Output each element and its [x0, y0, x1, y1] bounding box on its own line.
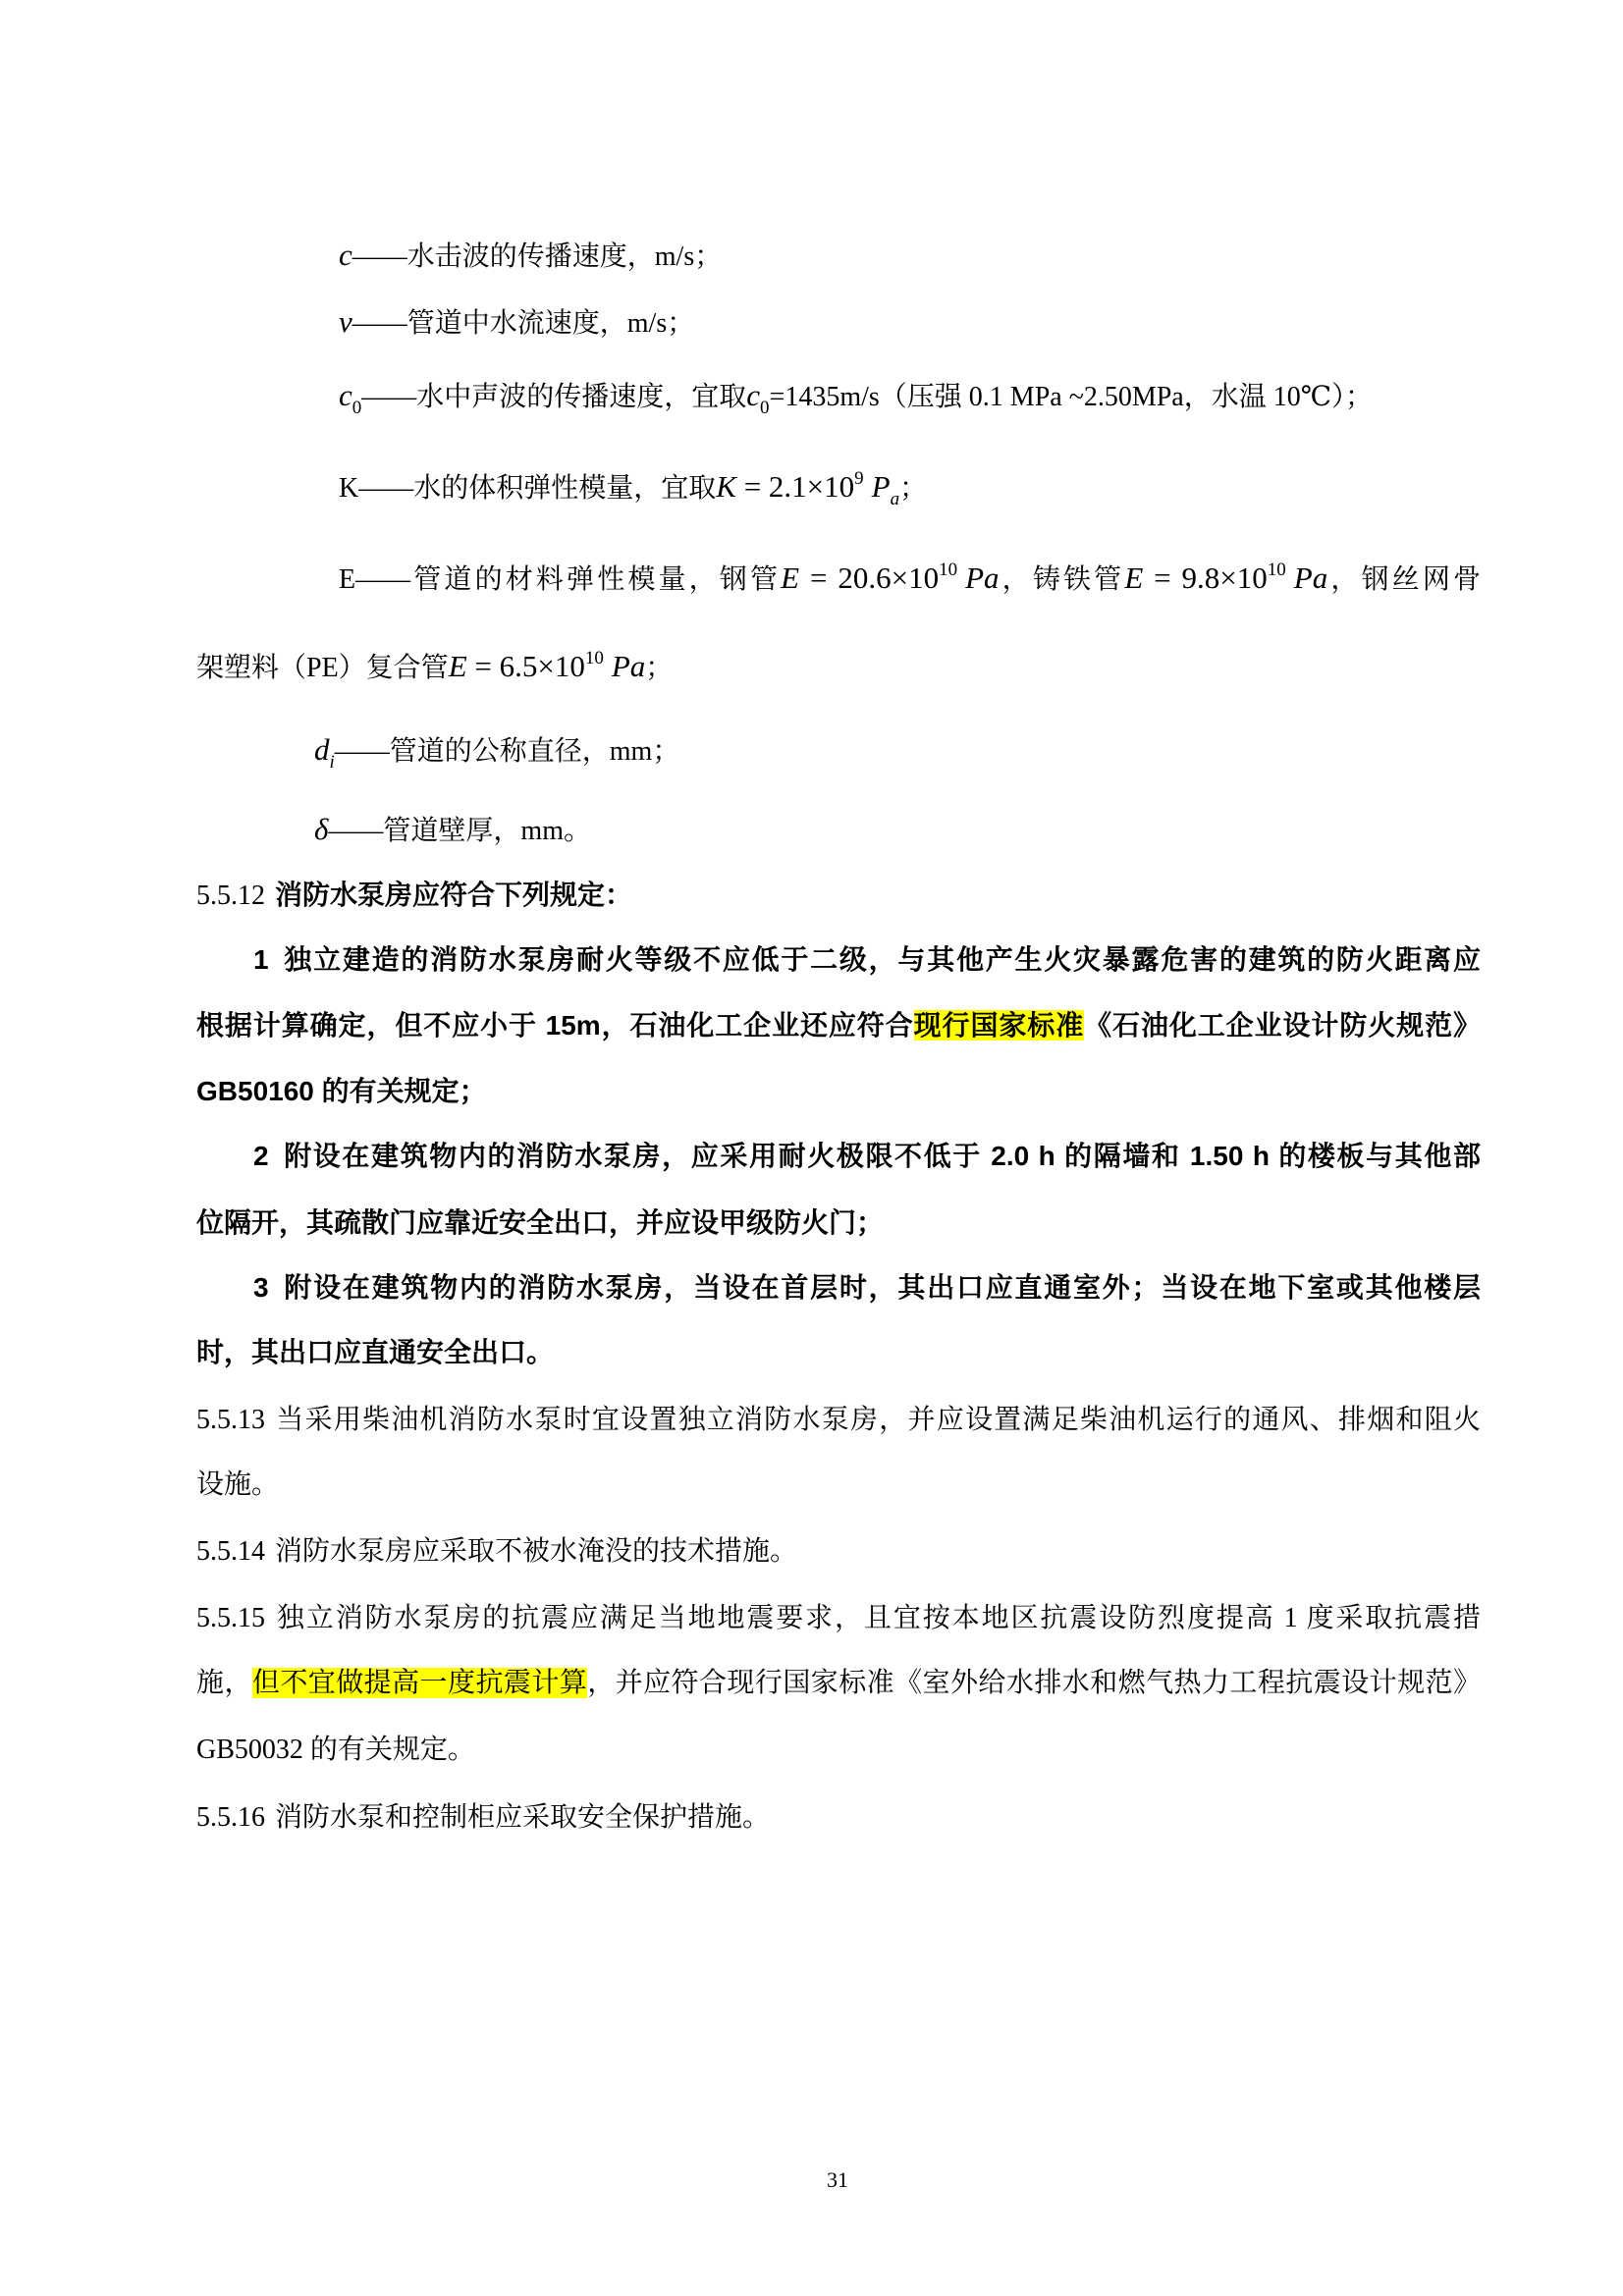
definition-K — [339, 465, 1481, 508]
formula-cast-iron-unit: Pa — [1293, 561, 1328, 595]
item-text: 独立建造的消防水泵房耐火等级不应低于二级，与其他产生火灾暴露危害的建筑的防火距离应 — [282, 944, 1481, 975]
formula-steel-var: E — [781, 561, 800, 595]
formula-cast-iron-exponent: 10 — [1267, 560, 1286, 580]
clause-5-5-15-line-2 — [196, 1662, 1481, 1705]
highlighted-text: 现行国家标准 — [913, 1010, 1085, 1041]
formula-pe-unit: Pa — [611, 649, 646, 683]
clause-5-5-16 — [196, 1796, 1481, 1840]
clause-number: 5.5.13 — [196, 1405, 265, 1435]
clause-text: 独立消防水泵房的抗震应满足当地地震要求，且宜按本地区抗震设防烈度提高 1 度采取抗震措 — [275, 1603, 1481, 1633]
highlighted-text: 但不宜做提高一度抗震计算 — [251, 1668, 588, 1698]
clause-number: 5.5.14 — [196, 1536, 265, 1567]
definition-K-text: ——水的体积弹性模量，宜取 — [358, 473, 717, 504]
definition-v — [339, 300, 1481, 344]
definition-E-line1 — [339, 557, 1481, 600]
symbol-c0-subscript: 0 — [352, 398, 362, 418]
item-text: 《石油化工企业设计防火规范》 — [1084, 1010, 1481, 1041]
symbol-c: c — [339, 238, 352, 272]
definition-di — [314, 728, 1481, 772]
clause-number: 5.5.15 — [196, 1603, 265, 1633]
definition-E-line2 — [196, 645, 1481, 688]
clause-5-5-12-item-1-line-3 — [196, 1070, 1481, 1113]
clause-text: 当采用柴油机消防水泵时宜设置独立消防水泵房，并应设置满足柴油机运行的通风、排烟和阻火 — [275, 1405, 1481, 1435]
item-text: 位隔开，其疏散门应靠近安全出口，并应设甲级防火门； — [196, 1207, 885, 1238]
clause-text: ，并应符合现行国家标准《室外给水排水和燃气热力工程抗震设计规范》 — [587, 1668, 1481, 1698]
clause-text: 施， — [196, 1668, 252, 1698]
formula-steel-value: = 20.6×10 — [799, 561, 940, 595]
symbol-c0: c — [339, 378, 352, 412]
definition-delta-text: ——管道壁厚，mm。 — [328, 816, 591, 846]
symbol-E: E — [339, 564, 356, 595]
clause-5-5-12-item-3-line-1 — [253, 1266, 1481, 1309]
clause-5-5-12-item-2-line-2 — [196, 1201, 1481, 1245]
definition-di-text: ——管道的公称直径，mm； — [334, 736, 680, 767]
clause-5-5-12-item-3-line-2 — [196, 1331, 1481, 1374]
formula-steel-exponent: 10 — [939, 560, 958, 580]
clause-5-5-13-line-2 — [196, 1464, 1481, 1507]
clause-number: 5.5.12 — [196, 881, 265, 911]
definition-c0-value: =1435m/s（压强 0.1 MPa ~2.50MPa，水温 10℃）； — [769, 382, 1374, 412]
formula-steel-unit: Pa — [965, 561, 1000, 595]
formula-K-var: K — [716, 469, 736, 504]
clause-title: 消防水泵房应符合下列规定： — [275, 880, 633, 910]
clause-5-5-12-item-1-line-1 — [253, 938, 1481, 982]
clause-5-5-15-line-3 — [196, 1729, 1481, 1772]
definition-E-text: ——管道的材料弹性模量，钢管 — [355, 564, 782, 595]
definition-c0-text: ——水中声波的传播速度，宜取 — [361, 382, 747, 412]
definition-c — [339, 234, 1481, 277]
clause-text: 消防水泵和控制柜应采取安全保护措施。 — [275, 1802, 771, 1833]
clause-5-5-15-line-1 — [196, 1597, 1481, 1640]
formula-K-exponent: 9 — [854, 468, 864, 489]
value-symbol-c0-subscript: 0 — [760, 398, 770, 418]
item-text: GB50160 的有关规定； — [196, 1076, 487, 1106]
symbol-d: d — [314, 732, 330, 767]
clause-number: 5.5.16 — [196, 1802, 265, 1833]
definition-v-text: ——管道中水流速度，m/s； — [352, 308, 695, 339]
symbol-d-subscript: i — [329, 752, 335, 773]
clause-5-5-12-item-2-line-1 — [253, 1135, 1481, 1178]
clause-text: 设施。 — [196, 1469, 280, 1500]
definition-E-sep2: ，钢丝网骨 — [1327, 564, 1481, 595]
page-number: 31 — [827, 2167, 848, 2192]
item-label: 3 — [253, 1272, 269, 1303]
value-symbol-c0: c — [746, 378, 761, 412]
item-text: 根据计算确定，但不应小于 15m，石油化工企业还应符合 — [196, 1010, 914, 1041]
clause-text: GB50032 的有关规定。 — [196, 1735, 475, 1765]
clause-5-5-12-item-1-line-2 — [196, 1004, 1481, 1047]
formula-pe-exponent: 10 — [584, 648, 604, 668]
formula-K-unit-subscript: a — [890, 489, 900, 509]
symbol-delta: δ — [314, 812, 329, 846]
formula-pe-var: E — [448, 649, 467, 683]
definition-c-text: ——水击波的传播速度，m/s； — [352, 241, 723, 272]
clause-text: 消防水泵房应采取不被水淹没的技术措施。 — [275, 1536, 798, 1567]
item-label: 1 — [253, 944, 269, 975]
formula-cast-iron-var: E — [1124, 561, 1144, 595]
formula-K-unit: P — [871, 469, 891, 504]
clause-5-5-12-heading — [196, 874, 1481, 917]
clause-5-5-13-line-1 — [196, 1399, 1481, 1442]
item-text: 附设在建筑物内的消防水泵房，应采用耐火极限不低于 2.0 h 的隔墙和 1.50 h 的楼板与其他部 — [282, 1141, 1481, 1171]
item-text: 附设在建筑物内的消防水泵房，当设在首层时，其出口应直通室外；当设在地下室或其他楼层 — [282, 1272, 1481, 1303]
definition-E-end: ； — [645, 653, 674, 683]
item-text: 时，其出口应直通安全出口。 — [196, 1337, 555, 1367]
definition-E-sep1: ，铸铁管 — [999, 564, 1125, 595]
clause-5-5-14 — [196, 1530, 1481, 1574]
symbol-v: v — [339, 304, 352, 339]
definition-c0 — [339, 374, 1481, 417]
item-label: 2 — [253, 1141, 269, 1171]
formula-pe-value: = 6.5×10 — [466, 649, 585, 683]
definition-delta — [314, 808, 1481, 851]
definition-E-line2-text: 架塑料（PE）复合管 — [196, 653, 449, 683]
formula-K-value: = 2.1×10 — [735, 469, 855, 504]
formula-K-end: ； — [899, 473, 928, 504]
formula-cast-iron-value: = 9.8×10 — [1143, 561, 1268, 595]
symbol-K: K — [339, 473, 359, 504]
